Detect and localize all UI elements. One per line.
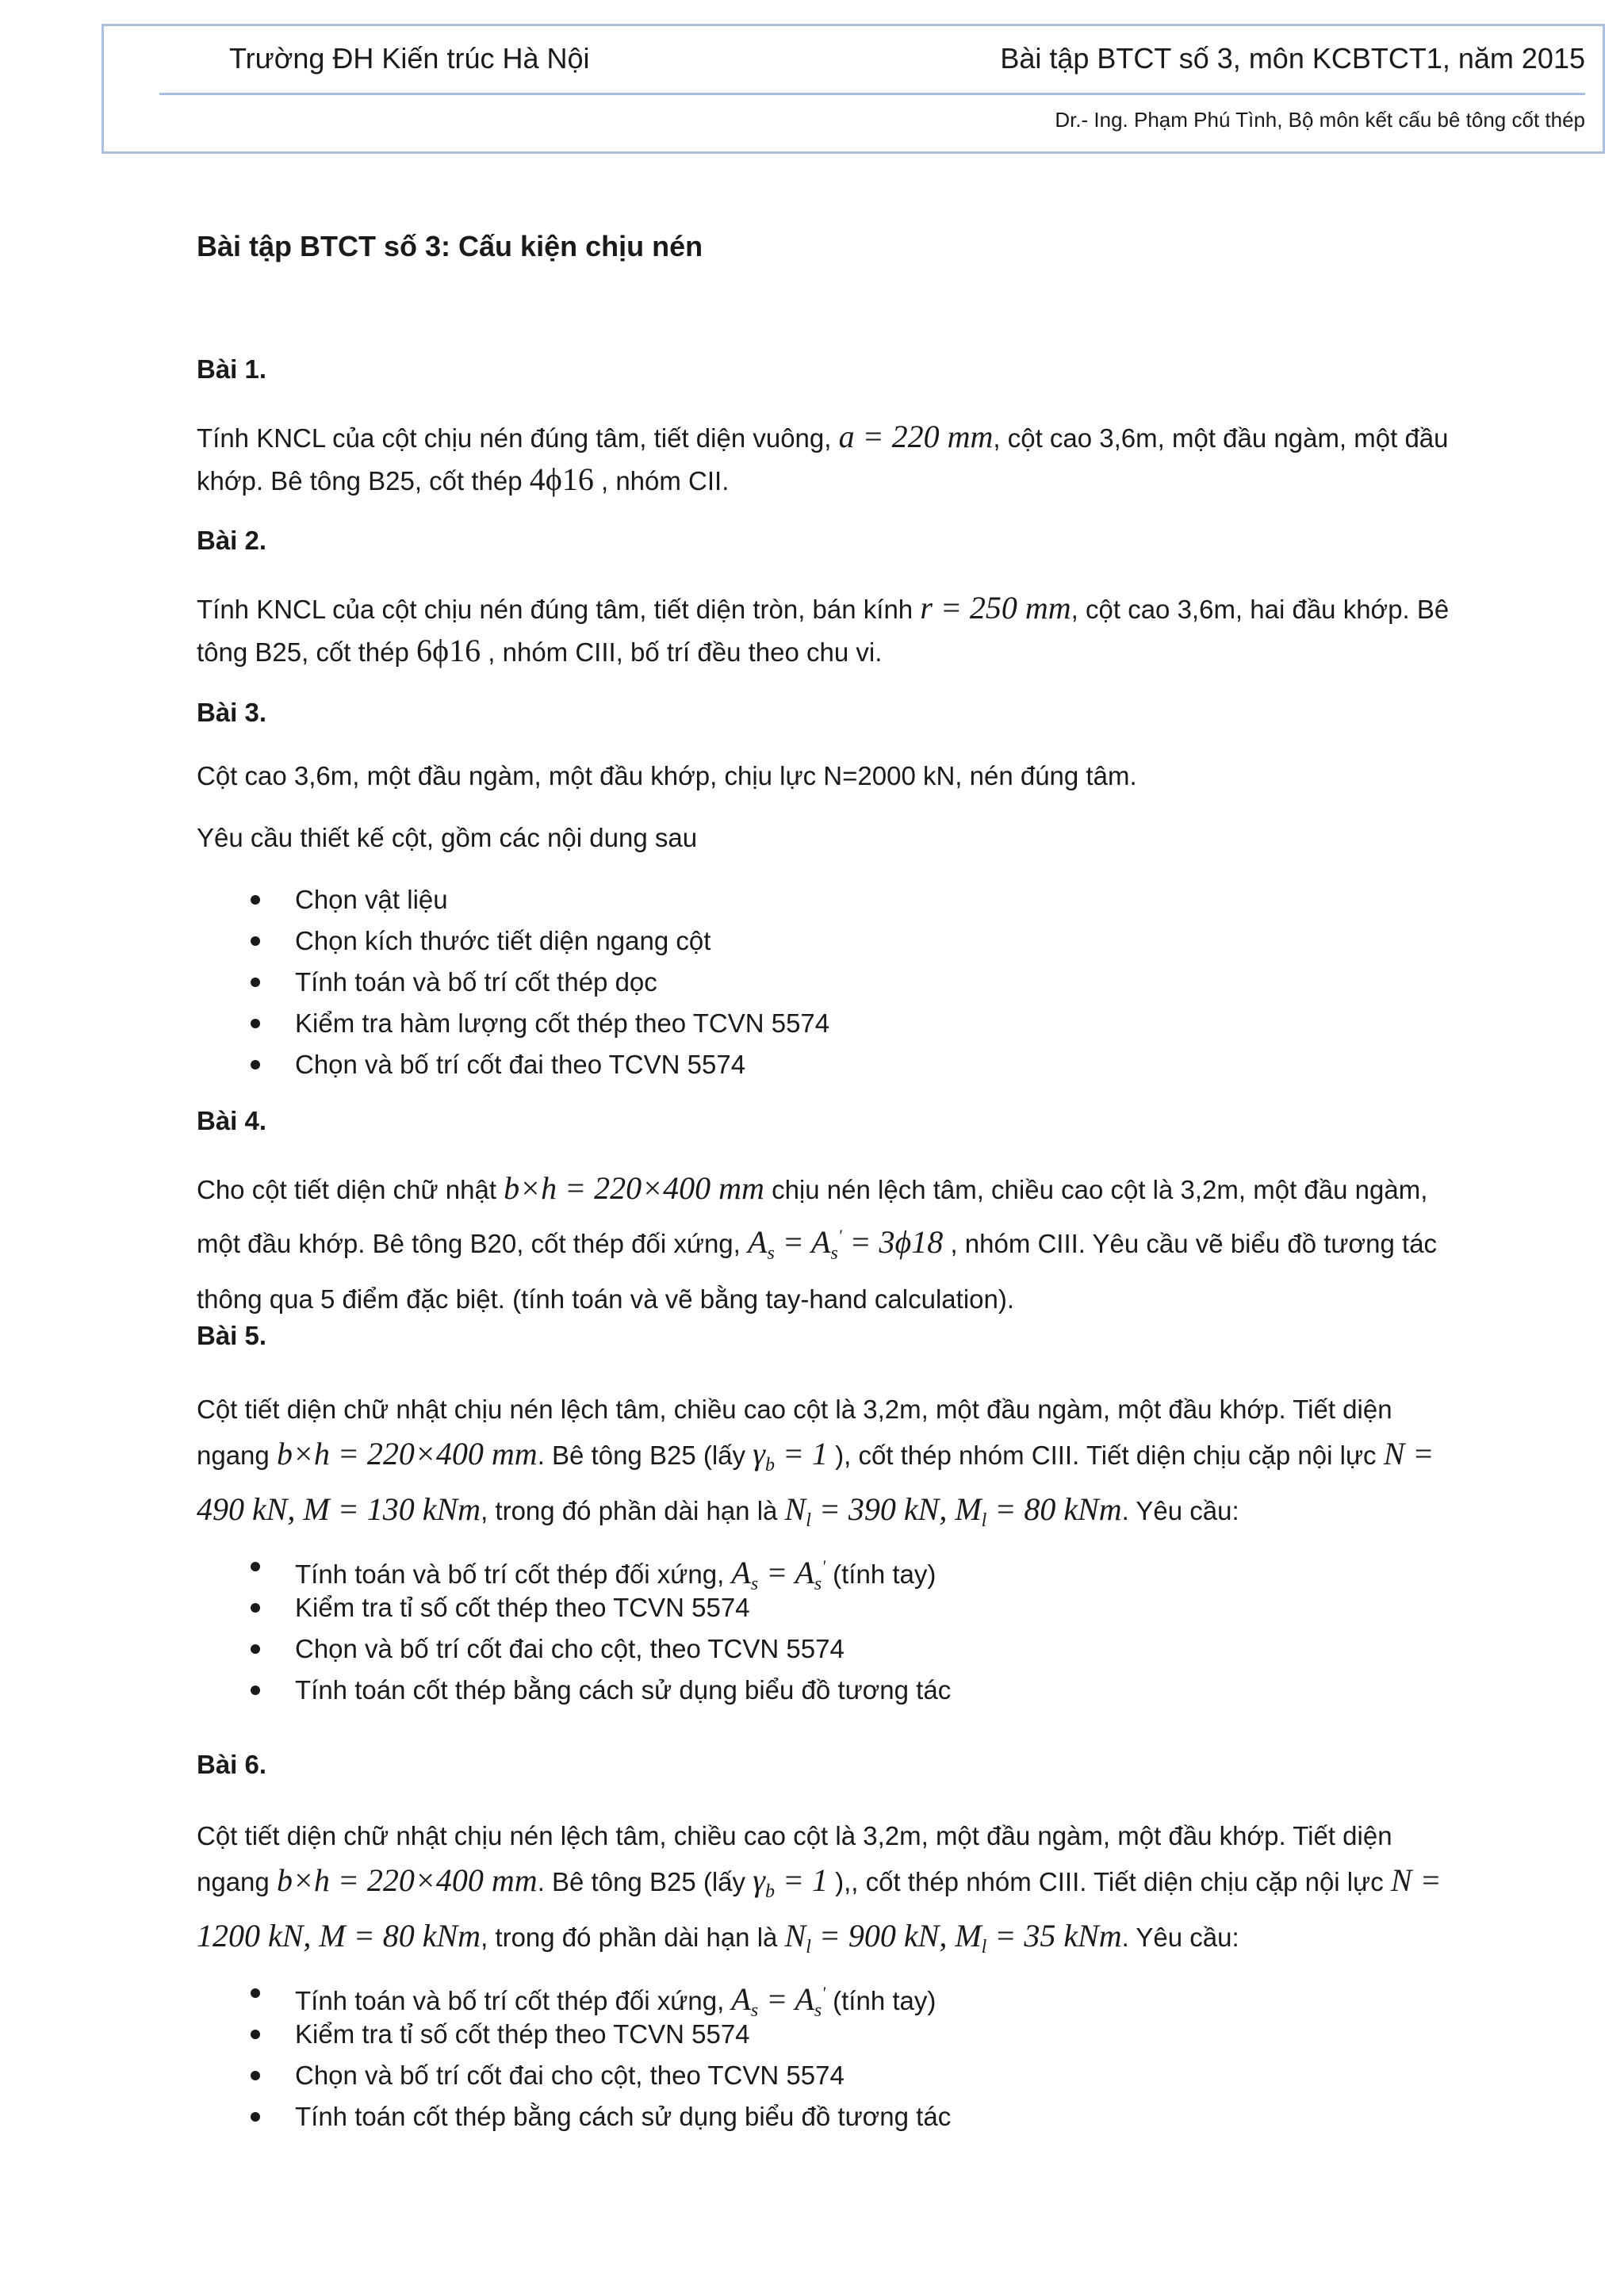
- math-symbol: N: [784, 1918, 806, 1954]
- math-prime: ': [822, 1983, 825, 2003]
- exercise-5-heading: Bài 5.: [197, 1321, 267, 1350]
- math-a: a = 220 mm: [838, 419, 994, 454]
- exercise-4-heading: Bài 4.: [197, 1106, 267, 1135]
- math-symbol: = A: [774, 1224, 831, 1260]
- list-item: Chọn kích thước tiết diện ngang cột: [197, 920, 829, 962]
- math-symbol: A: [748, 1224, 768, 1260]
- math-subscript: l: [981, 1510, 987, 1531]
- text-run: , nhóm CII.: [593, 466, 730, 496]
- text-run: Tính toán và bố trí cốt thép đối xứng,: [295, 1986, 732, 2015]
- list-item: Chọn và bố trí cốt đai cho cột, theo TCVN 5574: [197, 1628, 951, 1670]
- math-rebar: 6ϕ16: [416, 633, 481, 668]
- math-symbol: γ: [753, 1436, 765, 1471]
- exercise-1-heading: Bài 1.: [197, 354, 267, 384]
- text-run: . Bê tông B25 (lấy: [537, 1441, 753, 1470]
- text-run: , nhóm CIII, bố trí đều theo chu vi.: [481, 637, 883, 667]
- math-symbol: =: [758, 1981, 795, 2017]
- math-subscript: s: [767, 1243, 775, 1264]
- header-divider: [159, 93, 1585, 95]
- exercise-2-text: [197, 587, 1465, 673]
- list-item: Chọn và bố trí cốt đai cho cột, theo TCVN 5574: [197, 2055, 951, 2096]
- math-symbol: A: [731, 1555, 751, 1590]
- exercise-6-text: [197, 1814, 1465, 1969]
- list-item: Kiểm tra tỉ số cốt thép theo TCVN 5574: [197, 1587, 951, 1628]
- text-run: ),, cốt thép nhóm CIII. Tiết diện chịu cặp nội lực: [827, 1867, 1391, 1896]
- math-subscript: b: [764, 1881, 775, 1902]
- math-section: b×h = 220×400 mm: [276, 1862, 538, 1898]
- math-symbol: = 3ϕ18: [841, 1224, 944, 1260]
- text-run: ), cốt thép nhóm CIII. Tiết diện chịu cặp nội lực: [827, 1441, 1384, 1470]
- math-subscript: s: [814, 2000, 822, 2021]
- math-symbol: A: [731, 1981, 751, 2017]
- text-run: Tính KNCL của cột chịu nén đúng tâm, tiết diện tròn, bán kính: [197, 595, 921, 624]
- math-symbol: = 390 kN, M: [810, 1491, 982, 1527]
- math-long-term: [784, 1491, 1122, 1531]
- math-subscript: s: [750, 1574, 759, 1594]
- text-run: . Yêu cầu:: [1121, 1923, 1239, 1952]
- list-item: [197, 1546, 951, 1594]
- list-item: Kiểm tra tỉ số cốt thép theo TCVN 5574: [197, 2014, 951, 2055]
- math-rebar: 4ϕ16: [529, 461, 594, 497]
- text-run: , cột cao 3,6m, hai đầu khớp. Bê tông B25, cốt thép: [197, 595, 1450, 667]
- math-symbol: = 35 kNm: [986, 1918, 1122, 1954]
- exercise-2-heading: Bài 2.: [197, 526, 267, 555]
- math-gamma: [753, 1436, 828, 1475]
- math-prime: ': [837, 1226, 842, 1246]
- text-run: . Yêu cầu:: [1121, 1496, 1239, 1525]
- exercise-6-list: [197, 1973, 951, 2137]
- text-run: (tính tay): [825, 1986, 936, 2015]
- math-r: r = 250 mm: [920, 590, 1071, 626]
- text-run: Cho cột tiết diện chữ nhật: [197, 1175, 504, 1204]
- text-run: Tính toán và bố trí cốt thép đối xứng,: [295, 1559, 732, 1589]
- text-run: . Bê tông B25 (lấy: [537, 1867, 753, 1896]
- math-symbol: γ: [753, 1862, 765, 1898]
- list-item: Chọn và bố trí cốt đai theo TCVN 5574: [197, 1044, 829, 1085]
- math-symbol: = 1: [774, 1862, 828, 1898]
- text-run: (tính tay): [825, 1559, 936, 1589]
- math-section: b×h = 220×400 mm: [504, 1170, 764, 1206]
- math-subscript: s: [814, 1574, 822, 1594]
- exercise-4-text: [197, 1165, 1465, 1322]
- math-symbol: N: [784, 1491, 806, 1527]
- list-item: [197, 1973, 951, 2021]
- math-prime: ': [822, 1556, 825, 1576]
- exercise-3-list: [197, 879, 829, 1085]
- math-symbol: = 900 kN, M: [810, 1918, 982, 1954]
- list-item: Tính toán cốt thép bằng cách sử dụng biểu đồ tương tác: [197, 1670, 951, 1711]
- math-subscript: s: [750, 2000, 759, 2021]
- list-item: Tính toán và bố trí cốt thép dọc: [197, 962, 829, 1003]
- exercise-3-requirements: Yêu cầu thiết kế cột, gồm các nội dung sau: [197, 823, 698, 852]
- header-school: Trường ĐH Kiến trúc Hà Nội: [229, 42, 590, 75]
- math-steel: [748, 1224, 944, 1264]
- text-run: chịu nén lệch tâm, chiều cao cột là 3,2m, một đầu ngàm, một đầu khớp. Bê tông B20, cốt thép đối xứng,: [197, 1175, 1428, 1258]
- math-long-term: [784, 1918, 1122, 1957]
- exercise-3-text: Cột cao 3,6m, một đầu ngàm, một đầu khớp, chịu lực N=2000 kN, nén đúng tâm.: [197, 761, 1137, 790]
- document-title: Bài tập BTCT số 3: Cấu kiện chịu nén: [197, 230, 703, 262]
- math-symbol: =: [758, 1555, 795, 1590]
- math-symmetric: [731, 1981, 825, 2021]
- exercise-1-text: [197, 416, 1465, 502]
- exercise-3-heading: Bài 3.: [197, 698, 267, 727]
- math-subscript: l: [806, 1510, 811, 1531]
- text-run: , trong đó phần dài hạn là: [481, 1923, 785, 1952]
- text-run: , trong đó phần dài hạn là: [481, 1496, 785, 1525]
- page-header: [102, 24, 1605, 154]
- math-subscript: s: [830, 1243, 838, 1264]
- exercise-5-list: [197, 1546, 951, 1711]
- text-run: , cột cao 3,6m, một đầu ngàm, một đầu khớp. Bê tông B25, cốt thép: [197, 423, 1449, 496]
- math-symmetric: [731, 1555, 825, 1594]
- math-symbol: = 80 kNm: [986, 1491, 1122, 1527]
- list-item: Kiểm tra hàm lượng cốt thép theo TCVN 5574: [197, 1003, 829, 1044]
- exercise-5-text: [197, 1387, 1465, 1543]
- math-gamma: [753, 1862, 828, 1902]
- header-course-title: Bài tập BTCT số 3, môn KCBTCT1, năm 2015: [1000, 42, 1585, 75]
- list-item: Tính toán cốt thép bằng cách sử dụng biểu đồ tương tác: [197, 2096, 951, 2137]
- math-section: b×h = 220×400 mm: [276, 1436, 538, 1471]
- math-subscript: b: [764, 1455, 775, 1475]
- header-author: Dr.- Ing. Phạm Phú Tình, Bộ môn kết cấu bê tông cốt thép: [1055, 108, 1585, 132]
- text-run: Tính KNCL của cột chịu nén đúng tâm, tiết diện vuông,: [197, 423, 839, 453]
- text-run: , nhóm CIII. Yêu cầu vẽ biểu đồ tương tác thông qua 5 điểm đặc biệt. (tính toán và vẽ bằng tay-hand calculation).: [197, 1229, 1438, 1314]
- math-symbol: A: [795, 1981, 814, 2017]
- text-run: Cột tiết diện chữ nhật chịu nén lệch tâm, chiều cao cột là 3,2m, một đầu ngàm, một đầu khớp. Tiết diện ngang: [197, 1395, 1392, 1470]
- math-subscript: l: [806, 1937, 811, 1957]
- math-forces: N = 1200 kN, M = 80 kNm: [197, 1862, 1442, 1954]
- exercise-6-heading: Bài 6.: [197, 1750, 267, 1779]
- math-subscript: l: [981, 1937, 987, 1957]
- list-item: Chọn vật liệu: [197, 879, 829, 920]
- math-symbol: A: [795, 1555, 814, 1590]
- text-run: Cột tiết diện chữ nhật chịu nén lệch tâm, chiều cao cột là 3,2m, một đầu ngàm, một đầu khớp. Tiết diện ngang: [197, 1821, 1392, 1896]
- math-symbol: = 1: [774, 1436, 828, 1471]
- math-forces: N = 490 kN, M = 130 kNm: [197, 1436, 1434, 1527]
